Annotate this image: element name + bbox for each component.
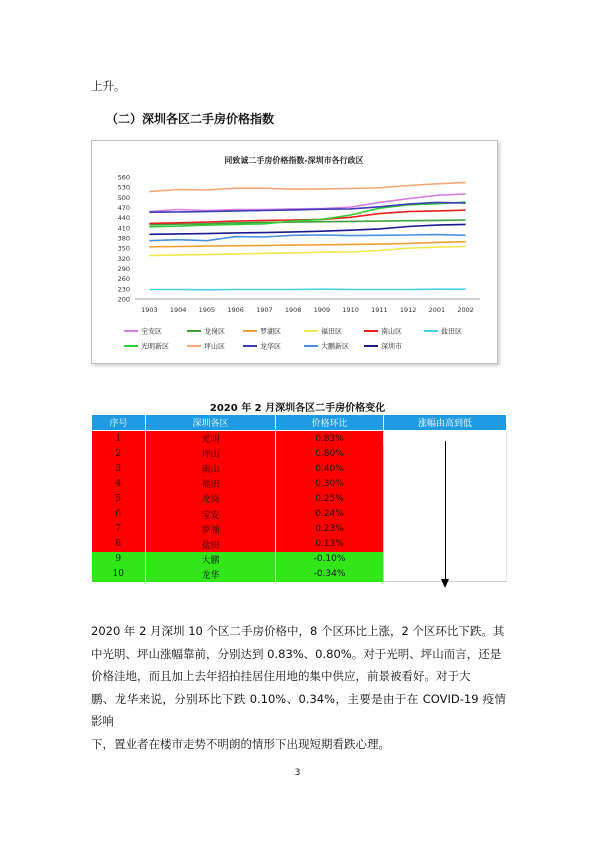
table-header-row: [92, 415, 507, 431]
y-tick-label: 320: [117, 254, 130, 263]
legend-label: 深圳市: [381, 342, 402, 351]
series-line: [149, 247, 465, 256]
x-tick-label: 1911: [371, 306, 388, 314]
row-seq: 6: [92, 506, 146, 521]
row-seq: 1: [92, 431, 146, 447]
table-row: [92, 431, 507, 447]
y-tick-label: 380: [117, 234, 130, 243]
legend-label: 宝安区: [141, 327, 162, 336]
row-change: 0.30%: [276, 476, 384, 491]
row-change: 0.40%: [276, 461, 384, 476]
row-district: 盐田: [146, 537, 276, 552]
paragraph-line: 鹏、龙华来说，分别环比下跌 0.10%、0.34%，主要是由于在 COVID-19 疫情影响: [91, 691, 506, 728]
row-change: 0.13%: [276, 537, 384, 552]
legend-label: 罗湖区: [260, 327, 281, 336]
legend-label: 南山区: [381, 327, 402, 336]
row-seq: 3: [92, 461, 146, 476]
x-tick-label: 1904: [169, 306, 187, 314]
x-tick-label: 1906: [227, 306, 244, 314]
row-change: -0.10%: [276, 552, 384, 567]
analysis-paragraph: [91, 620, 506, 755]
legend-label: 福田区: [321, 327, 342, 336]
header-seq: 序号: [92, 415, 146, 431]
section-heading: （二）深圳各区二手房价格指数: [106, 112, 275, 126]
ranking-arrow-cell: [384, 431, 507, 582]
series-line: [149, 289, 465, 290]
y-tick-label: 470: [117, 204, 130, 212]
header-rank: 涨幅由高到低: [384, 415, 507, 431]
header-change: 价格环比: [276, 415, 384, 431]
y-tick-label: 290: [117, 265, 130, 273]
row-seq: 9: [92, 552, 146, 567]
down-arrow-icon: [445, 441, 446, 581]
x-tick-label: 1910: [342, 306, 359, 314]
arrow-head-icon: [441, 579, 449, 588]
paragraph-line: 价格洼地，而且加上去年招拍挂居住用地的集中供应，前景被看好。对于大: [91, 669, 471, 683]
row-seq: 4: [92, 476, 146, 491]
row-change: -0.34%: [276, 567, 384, 582]
legend-label: 光明新区: [141, 342, 169, 351]
row-change: 0.24%: [276, 506, 384, 521]
y-tick-label: 350: [117, 244, 130, 253]
row-change: 0.80%: [276, 446, 384, 461]
y-tick-label: 410: [117, 224, 130, 233]
row-district: 罗湖: [146, 522, 276, 537]
x-tick-label: 1903: [141, 306, 158, 314]
row-change: 0.23%: [276, 522, 384, 537]
x-tick-label: 1909: [313, 306, 331, 314]
y-tick-label: 230: [117, 285, 130, 294]
row-seq: 10: [92, 567, 146, 582]
y-tick-label: 440: [117, 214, 130, 223]
row-district: 龙华: [146, 567, 276, 582]
row-district: 坪山: [146, 446, 276, 461]
y-tick-label: 260: [117, 275, 130, 284]
row-seq: 7: [92, 522, 146, 537]
legend-label: 盐田区: [441, 327, 462, 336]
row-seq: 2: [92, 446, 146, 461]
legend-label: 龙华区: [260, 342, 281, 351]
x-tick-label: 1905: [198, 306, 216, 314]
series-line: [149, 242, 465, 247]
series-line: [149, 235, 465, 241]
y-tick-label: 530: [117, 183, 130, 192]
intro-text: 上升。: [91, 79, 126, 93]
legend-label: 坪山区: [204, 342, 225, 351]
paragraph-line: 2020 年 2 月深圳 10 个区二手房价格中，8 个区环比上涨，2 个区环比下跌。其: [91, 624, 505, 638]
header-district: 深圳各区: [146, 415, 276, 431]
row-district: 宝安: [146, 506, 276, 521]
x-tick-label: 1907: [256, 306, 273, 314]
x-tick-label: 2002: [457, 306, 474, 314]
price-change-table: [91, 414, 507, 582]
y-tick-label: 200: [117, 295, 130, 304]
chart-title: 同致诚二手房价格指数-深圳市各行政区: [224, 155, 364, 165]
row-change: 0.83%: [276, 431, 384, 447]
row-seq: 8: [92, 537, 146, 552]
paragraph-line: 下，置业者在楼市走势不明朗的情形下出现短期看跌心理。: [91, 736, 390, 751]
chart-canvas: [92, 141, 497, 363]
row-seq: 5: [92, 491, 146, 506]
y-tick-label: 500: [117, 193, 130, 202]
table-title: 2020 年 2 月深圳各区二手房价格变化: [209, 403, 386, 414]
paragraph-line: 中光明、坪山涨幅靠前，分别达到 0.83%、0.80%。对于光明、坪山而言，还是: [91, 646, 502, 661]
page-number: 3: [294, 768, 301, 778]
row-district: 南山: [146, 461, 276, 476]
legend-label: 大鹏新区: [321, 342, 349, 351]
row-district: 光明: [146, 431, 276, 447]
y-tick-label: 560: [117, 173, 130, 182]
row-district: 福田: [146, 476, 276, 491]
legend-label: 龙岗区: [204, 327, 225, 336]
row-change: 0.25%: [276, 491, 384, 506]
price-index-chart: [91, 140, 498, 364]
x-tick-label: 1912: [399, 306, 417, 314]
row-district: 大鹏: [146, 552, 276, 567]
row-district: 龙岗: [146, 491, 276, 506]
series-line: [149, 182, 465, 191]
x-tick-label: 1908: [284, 306, 302, 314]
x-tick-label: 2001: [428, 306, 446, 314]
